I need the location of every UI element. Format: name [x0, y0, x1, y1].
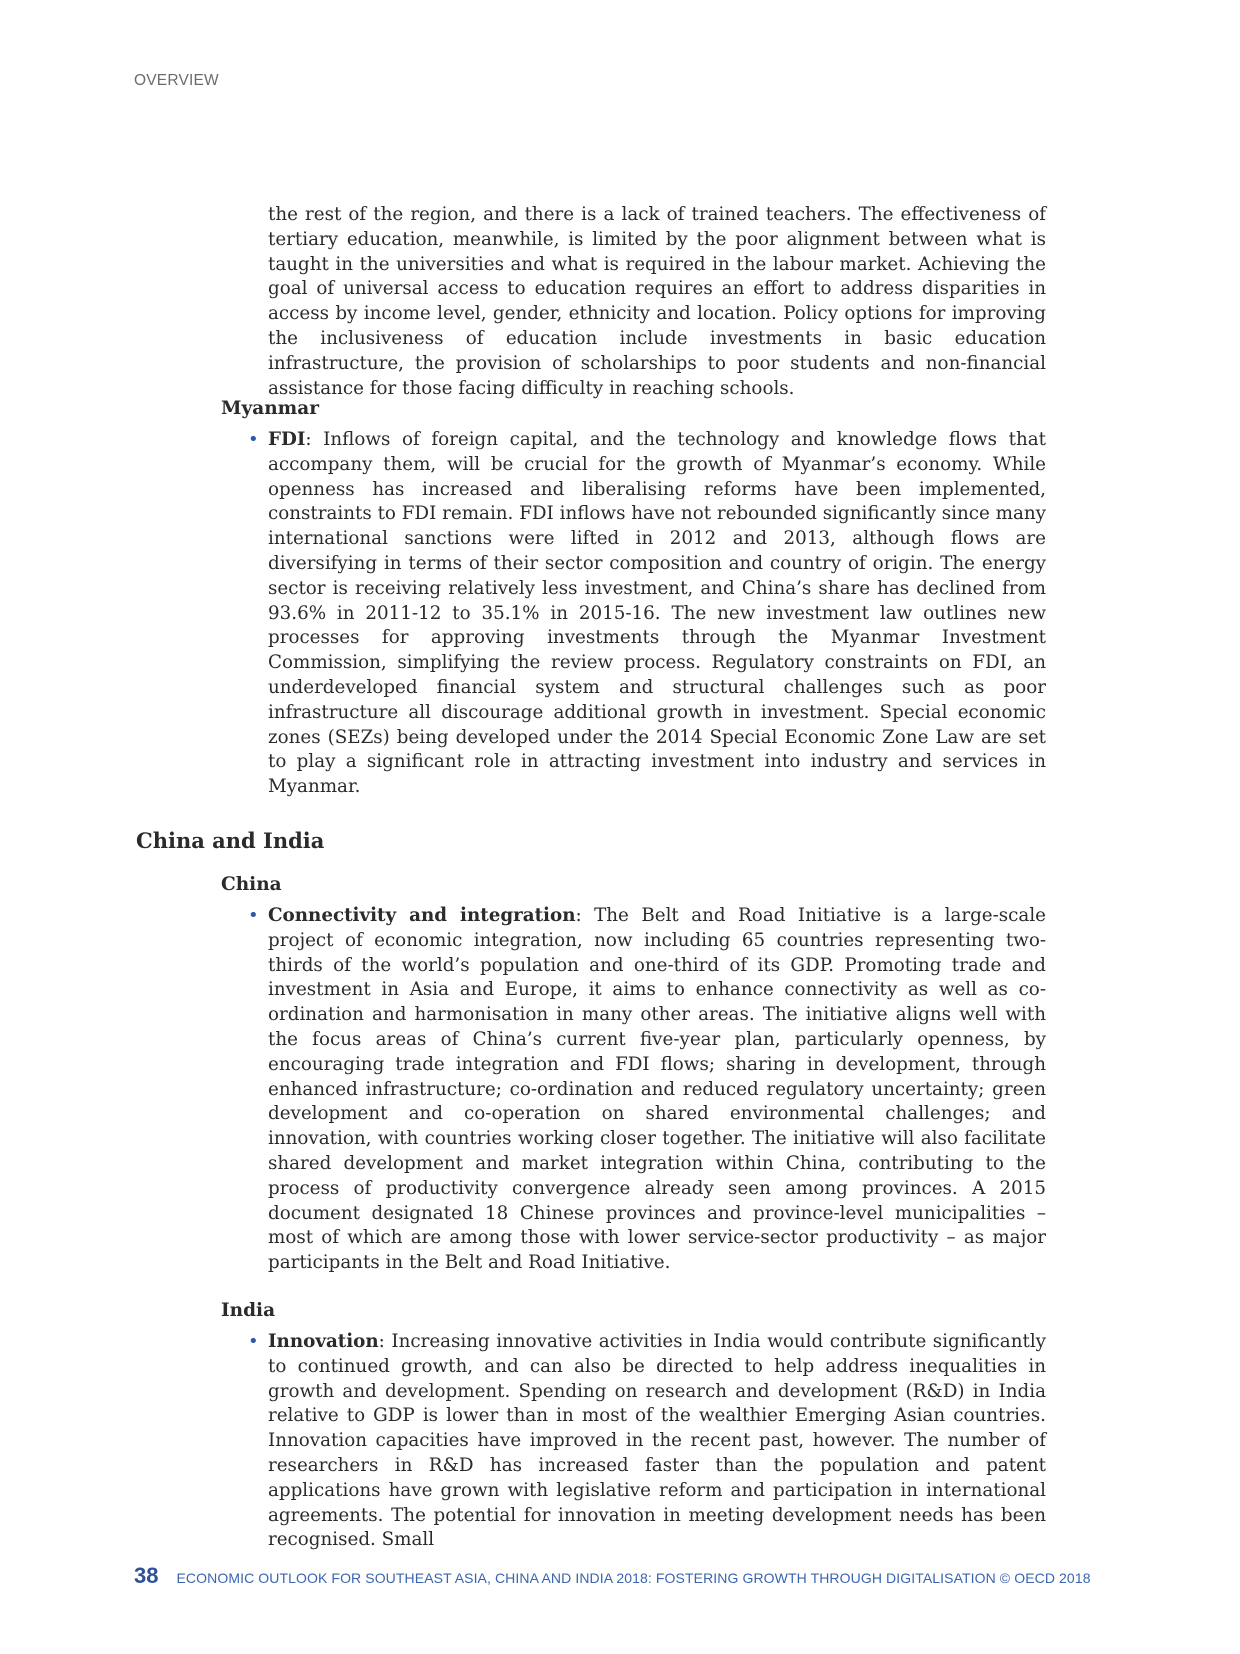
bullet-icon: •: [248, 1331, 259, 1352]
bullet-icon: •: [248, 905, 259, 926]
india-innovation-bullet: [248, 1330, 1046, 1553]
bullet-term: Connectivity and integration: [268, 905, 576, 926]
bullet-paragraph: [268, 428, 1046, 800]
china-india-heading: China and India: [136, 828, 325, 853]
running-header: OVERVIEW: [134, 72, 219, 89]
bullet-text: : Increasing innovative activities in India would contribute significantly to continued growth, and can also be directed to help address inequalities in growth and development. Spending on research and development (R&D) in India relative to GDP is lower than in most of the wealthier Emerging Asian countries. Innovation capacities have improved in the recent past, however. The number of researchers in R&D has increased faster than the population and patent applications have grown with legislative reform and participation in international agreements. The potential for innovation in meeting development needs has been recognised. Small: [268, 1331, 1046, 1551]
bullet-term: Innovation: [268, 1331, 379, 1352]
publication-title: ECONOMIC OUTLOOK FOR SOUTHEAST ASIA, CHINA AND INDIA 2018: FOSTERING GROWTH THROUGH DIGITALISATION © OECD 2018: [176, 1570, 1091, 1586]
myanmar-fdi-bullet: [248, 428, 1046, 800]
intro-paragraph: the rest of the region, and there is a lack of trained teachers. The effectiveness of tertiary education, meanwhile, is limited by the poor alignment between what is taught in the universities and what is required in the labour market. Achieving the goal of universal access to education requires an effort to address disparities in access by income level, gender, ethnicity and location. Policy options for improving the inclusiveness of education include investments in basic education infrastructure, the provision of scholarships to poor students and non-financial assistance for those facing difficulty in reaching schools.: [268, 204, 1046, 399]
myanmar-heading: Myanmar: [221, 398, 319, 419]
china-heading: China: [221, 874, 282, 895]
bullet-paragraph: [268, 1330, 1046, 1553]
page-number: 38: [134, 1563, 159, 1588]
bullet-text: : Inflows of foreign capital, and the technology and knowledge flows that accompany them, will be crucial for the growth of Myanmar’s economy. While openness has increased and liberalising reforms have been implemented, constraints to FDI remain. FDI inflows have not rebounded significantly since many international sanctions were lifted in 2012 and 2013, although flows are diversifying in terms of their sector composition and country of origin. The energy sector is receiving relatively less investment, and China’s share has declined from 93.6% in 2011-12 to 35.1% in 2015-16. The new investment law outlines new processes for approving investments through the Myanmar Investment Commission, simplifying the review process. Regulatory constraints on FDI, an underdeveloped financial system and structural challenges such as poor infrastructure all discourage additional growth in investment. Special economic zones (SEZs) being developed under the 2014 Special Economic Zone Law are set to play a significant role in attracting investment into industry and services in Myanmar.: [268, 429, 1046, 798]
page-footer: [134, 1563, 1094, 1589]
bullet-icon: •: [248, 429, 259, 450]
india-heading: India: [221, 1300, 276, 1321]
bullet-term: FDI: [268, 429, 306, 450]
china-connectivity-bullet: [248, 904, 1046, 1276]
bullet-paragraph: [268, 904, 1046, 1276]
bullet-text: : The Belt and Road Initiative is a large-scale project of economic integration, now including 65 countries representing two-thirds of the world’s population and one-third of its GDP. Promoting trade and investment in Asia and Europe, it aims to enhance connectivity as well as co-ordination and harmonisation in many other areas. The initiative aligns well with the focus areas of China’s current five-year plan, particularly openness, by encouraging trade integration and FDI flows; sharing in development, through enhanced infrastructure; co-ordination and reduced regulatory uncertainty; green development and co-operation on shared environmental challenges; and innovation, with countries working closer together. The initiative will also facilitate shared development and market integration within China, contributing to the process of productivity convergence already seen among provinces. A 2015 document designated 18 Chinese provinces and province-level municipalities – most of which are among those with lower service-sector productivity – as major participants in the Belt and Road Initiative.: [268, 905, 1046, 1274]
